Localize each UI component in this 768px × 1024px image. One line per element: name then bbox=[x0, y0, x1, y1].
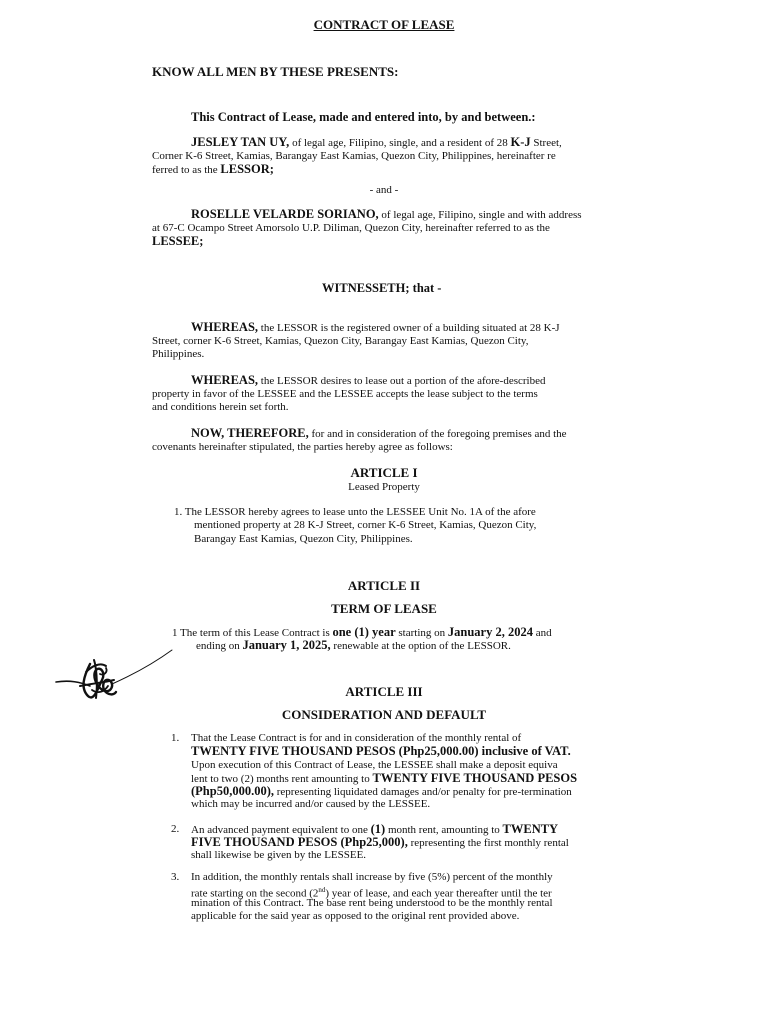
now-therefore-line-1 bbox=[191, 427, 567, 441]
clause-1-line-3: Upon execution of this Contract of Lease, the LESSEE shall make a deposit equiva bbox=[191, 759, 558, 771]
lessee-line-1 bbox=[191, 208, 582, 222]
lessee-desc: of legal age, Filipino, single and with address bbox=[378, 209, 582, 221]
clause-3-line-1: In addition, the monthly rentals shall increase by five (5%) percent of the monthly bbox=[191, 871, 553, 883]
lessor-line-1 bbox=[191, 136, 562, 150]
clause-3-number: 3. bbox=[171, 871, 180, 883]
clause-2-representing: representing the first monthly rental bbox=[407, 837, 569, 849]
article-1-title: ARTICLE I bbox=[350, 465, 418, 480]
clause-2-text: An advanced payment equivalent to one bbox=[191, 824, 371, 836]
handwritten-signature-icon bbox=[50, 636, 180, 716]
and-separator: - and - bbox=[369, 184, 399, 196]
document-title: CONTRACT OF LEASE bbox=[313, 17, 455, 32]
lessor-line-2: Corner K-6 Street, Kamias, Barangay East Kamias, Quezon City, Philippines, hereinafter re bbox=[152, 150, 556, 162]
article-2-title: ARTICLE II bbox=[347, 578, 421, 593]
lessor-desc: of legal age, Filipino, single, and a resident of 28 bbox=[289, 137, 508, 149]
article-1-item-line-1: 1. The LESSOR hereby agrees to lease unto the LESSEE Unit No. 1A of the afore bbox=[174, 506, 536, 518]
clause-1-deposit-figure: (Php50,000.00), bbox=[191, 784, 274, 798]
whereas-label: WHEREAS, bbox=[191, 320, 259, 334]
term-starting: starting on bbox=[395, 627, 448, 639]
clause-3-line-3: mination of this Contract. The base rent being understood to be the monthly rental bbox=[191, 897, 553, 909]
article-3-title: ARTICLE III bbox=[345, 684, 423, 699]
clause-2-number: 2. bbox=[171, 823, 180, 835]
whereas-label: WHEREAS, bbox=[191, 373, 259, 387]
whereas-2-line-3: and conditions herein set forth. bbox=[152, 401, 289, 413]
article-1-subtitle: Leased Property bbox=[348, 481, 420, 493]
article-2-line-1 bbox=[172, 626, 552, 640]
clause-1-line-5 bbox=[191, 785, 572, 799]
witnesseth-heading: WITNESSETH; that - bbox=[322, 281, 442, 295]
lessor-street: Street, bbox=[533, 137, 562, 149]
article-2-line-2 bbox=[196, 639, 511, 653]
whereas-1-line-1 bbox=[191, 321, 560, 335]
term-renewal: renewable at the option of the LESSOR. bbox=[330, 640, 511, 652]
clause-1-deposit-text: lent to two (2) months rent amounting to bbox=[191, 773, 373, 785]
term-start-date: January 2, 2024 bbox=[447, 625, 533, 639]
term-text: 1 The term of this Lease Contract is bbox=[172, 627, 333, 639]
term-ending: ending on bbox=[196, 640, 243, 652]
clause-1-line-1: That the Lease Contract is for and in consideration of the monthly rental of bbox=[191, 732, 522, 744]
article-1-item-line-2: mentioned property at 28 K-J Street, corner K-6 Street, Kamias, Quezon City, bbox=[194, 519, 537, 531]
lessee-line-2: at 67-C Ocampo Street Amorsolo U.P. Diliman, Quezon City, hereinafter referred to as the bbox=[152, 222, 550, 234]
whereas-1-line-3: Philippines. bbox=[152, 348, 205, 360]
clause-2-line-2 bbox=[191, 836, 569, 850]
clause-2-count: (1) bbox=[370, 822, 386, 836]
whereas-2-text: the LESSOR desires to lease out a portion of the afore-described bbox=[258, 375, 546, 387]
clause-2-amount: FIVE THOUSAND PESOS (Php25,000), bbox=[191, 835, 408, 849]
article-1-item-line-3: Barangay East Kamias, Quezon City, Philippines. bbox=[194, 533, 413, 545]
lessor-label: LESSOR; bbox=[220, 162, 274, 176]
clause-1-line-2: TWENTY FIVE THOUSAND PESOS (Php25,000.00) inclusive of VAT. bbox=[191, 744, 571, 758]
whereas-1-line-2: Street, corner K-6 Street, Kamias, Quezon City, Barangay East Kamias, Quezon City, bbox=[152, 335, 529, 347]
clause-2-amounting: month rent, amounting to bbox=[385, 824, 503, 836]
lessor-referred: ferred to as the bbox=[152, 164, 221, 176]
lessor-name: JESLEY TAN UY, bbox=[191, 135, 290, 149]
intro-line: This Contract of Lease, made and entered into, by and between.: bbox=[191, 110, 536, 124]
clause-1-number: 1. bbox=[171, 732, 180, 744]
clause-1-deposit-amount: TWENTY FIVE THOUSAND PESOS bbox=[372, 771, 578, 785]
now-therefore-line-2: covenants hereinafter stipulated, the parties hereby agree as follows: bbox=[152, 441, 453, 453]
lessee-label: LESSEE; bbox=[152, 234, 204, 248]
whereas-1-text: the LESSOR is the registered owner of a building situated at 28 K-J bbox=[258, 322, 560, 334]
clause-3-year-text: ) year of lease, and each year thereafter until the ter bbox=[325, 887, 552, 900]
now-therefore-text: for and in consideration of the foregoing premises and the bbox=[308, 428, 567, 440]
term-duration: one (1) year bbox=[332, 625, 396, 639]
clause-3-ordinal: nd bbox=[318, 886, 326, 894]
term-end-date: January 1, 2025, bbox=[242, 638, 331, 652]
now-therefore-label: NOW, THEREFORE, bbox=[191, 426, 309, 440]
article-2-subtitle: TERM OF LEASE bbox=[331, 601, 437, 616]
clause-1-line-6: which may be incurred and/or caused by the LESSEE. bbox=[191, 798, 431, 810]
clause-1-damages-text: representing liquidated damages and/or penalty for pre-termination bbox=[274, 786, 572, 798]
whereas-2-line-1 bbox=[191, 374, 545, 388]
lessor-street-kj: K-J bbox=[510, 135, 531, 149]
clause-3-second-text: rate starting on the second (2 bbox=[191, 887, 319, 900]
clause-2-amount-word: TWENTY bbox=[502, 822, 559, 836]
know-all-heading: KNOW ALL MEN BY THESE PRESENTS: bbox=[152, 64, 399, 79]
term-and: and bbox=[532, 627, 552, 639]
clause-3-line-4: applicable for the said year as opposed to the original rent provided above. bbox=[191, 910, 520, 922]
clause-2-line-3: shall likewise be given by the LESSEE. bbox=[191, 849, 367, 861]
lessor-line-3 bbox=[152, 163, 274, 177]
lessee-name: ROSELLE VELARDE SORIANO, bbox=[191, 207, 379, 221]
article-3-subtitle: CONSIDERATION AND DEFAULT bbox=[281, 707, 487, 722]
whereas-2-line-2: property in favor of the LESSEE and the LESSEE accepts the lease subject to the terms bbox=[152, 388, 538, 400]
